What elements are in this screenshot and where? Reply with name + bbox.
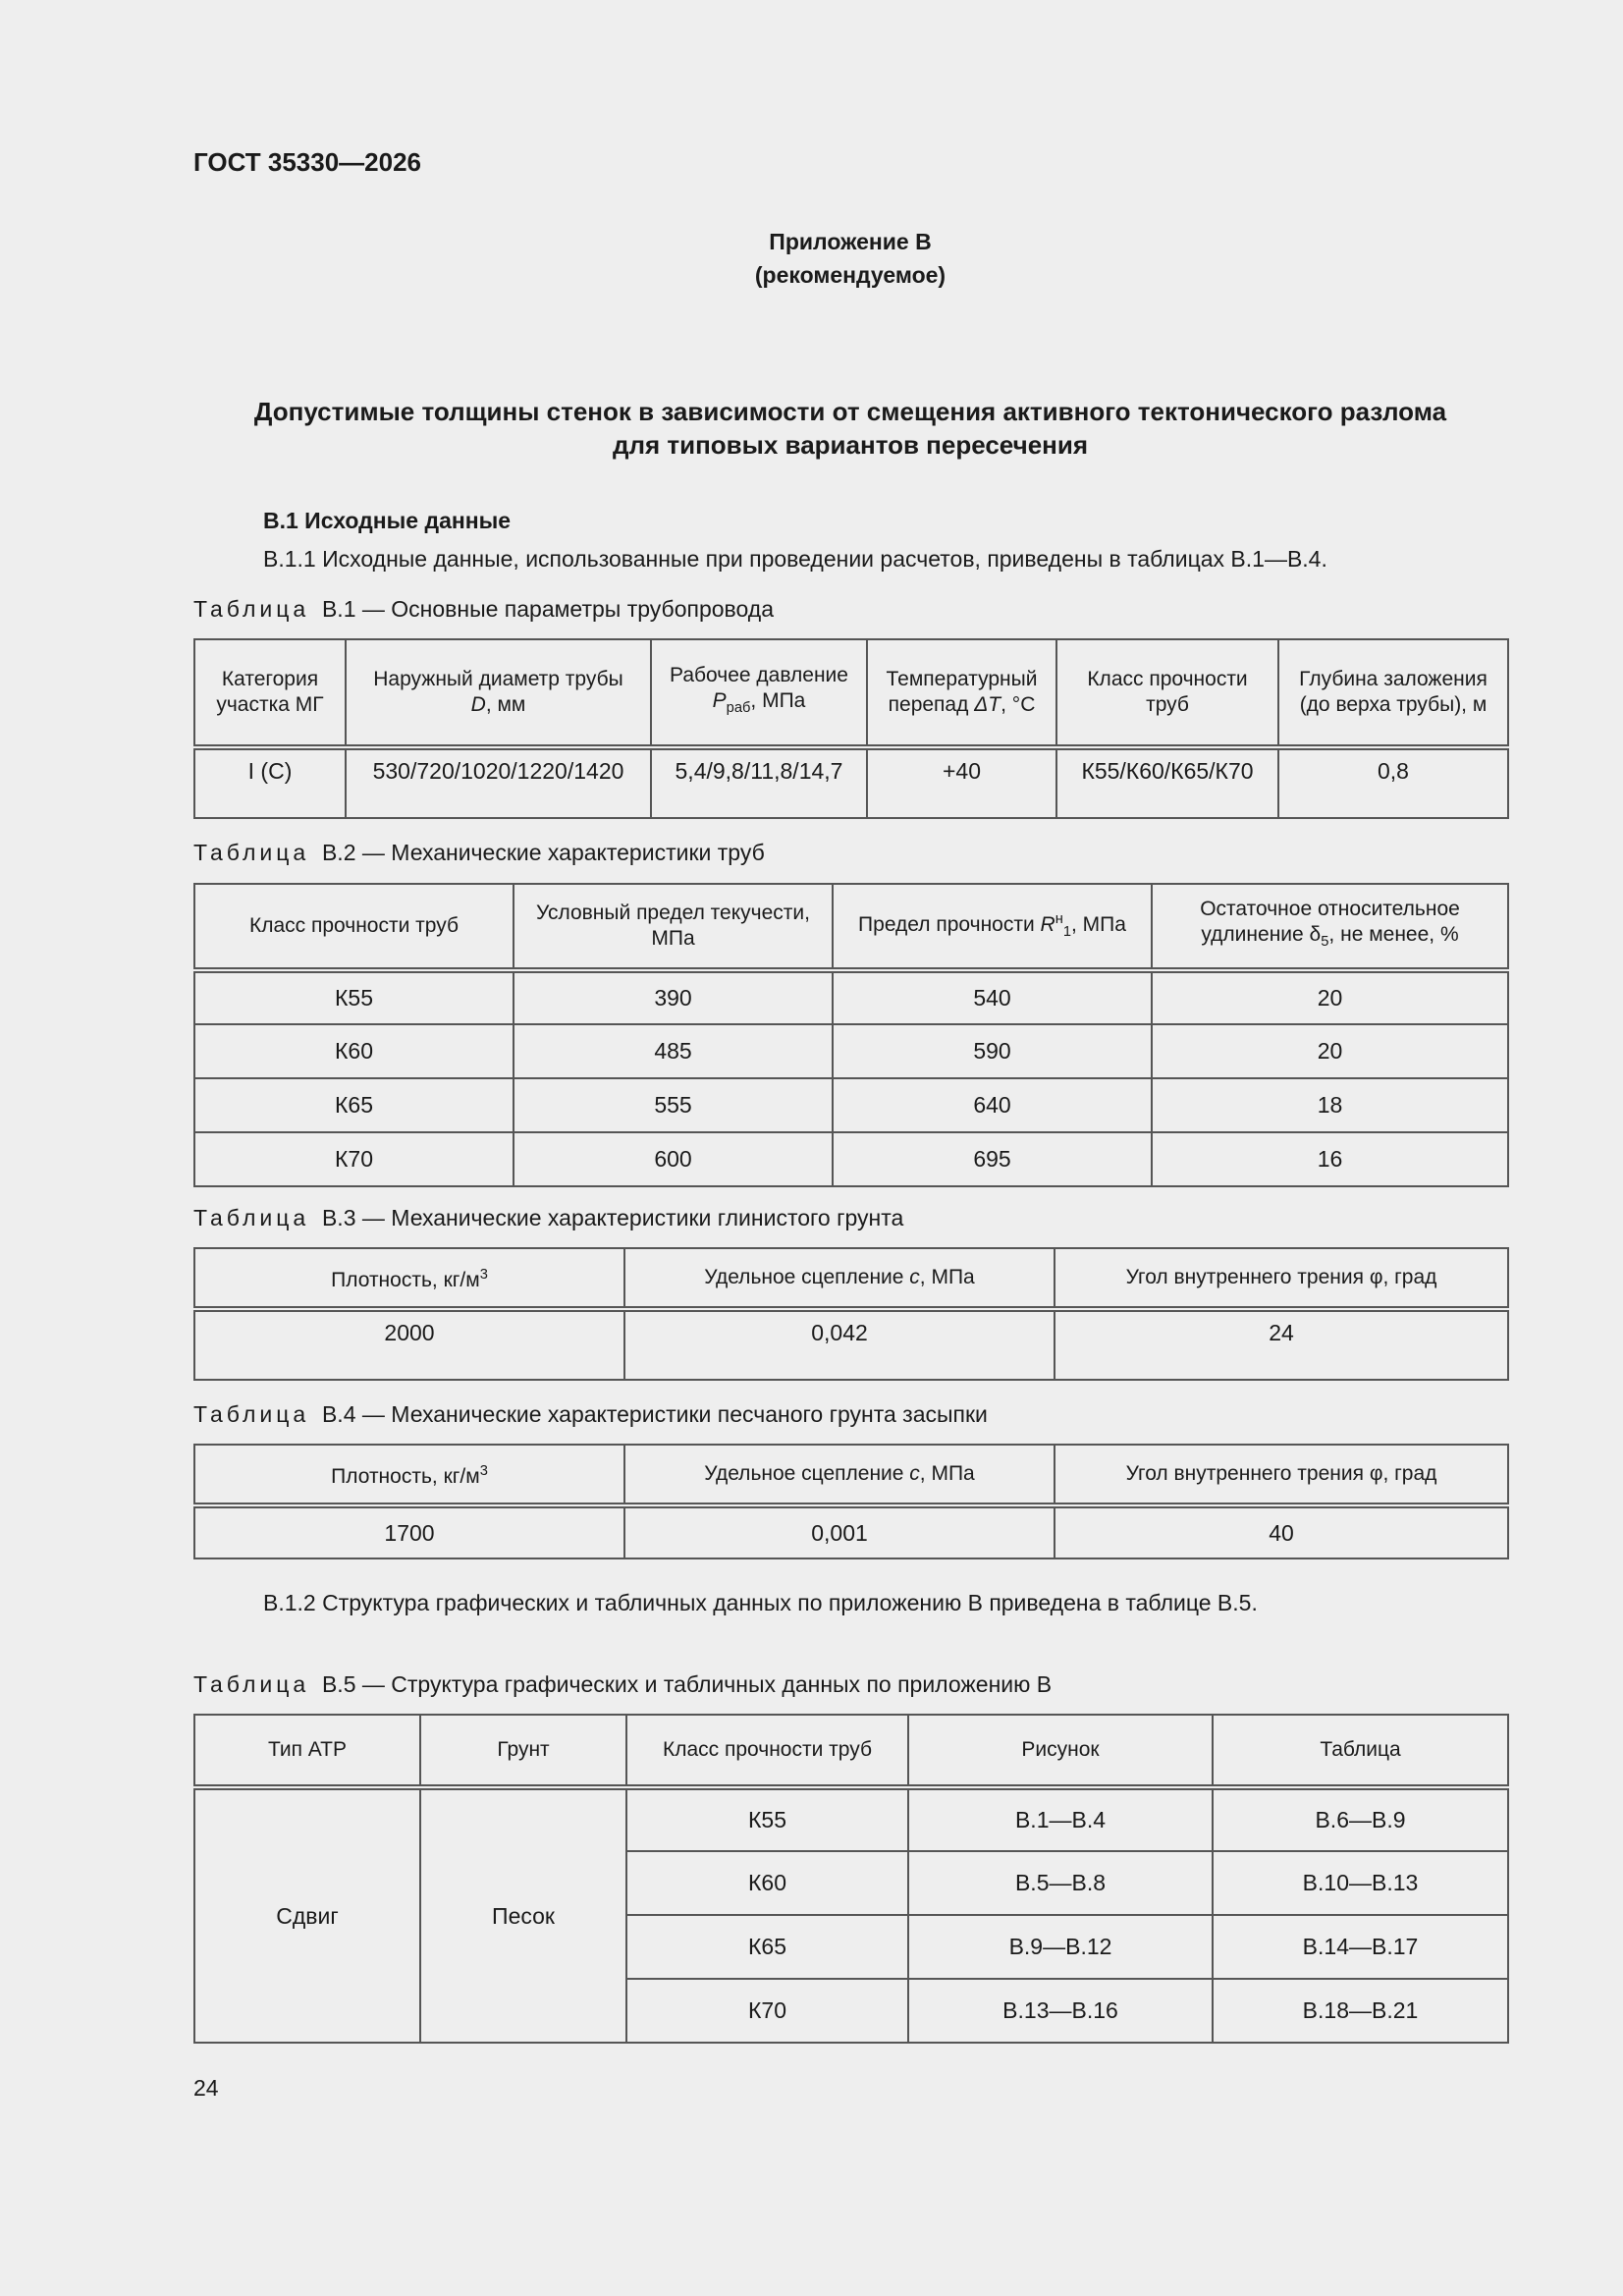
table-cell: 0,042 [624, 1309, 1055, 1380]
table-cell: 0,001 [624, 1505, 1055, 1558]
table-cell: В.18—В.21 [1213, 1979, 1508, 2043]
table-row [194, 1505, 1508, 1558]
table-5-header-class: Класс прочности труб [626, 1715, 908, 1787]
table-1-header-category: Категория участка МГ [194, 639, 346, 747]
table-5-caption: Таблица В.5 — Структура графических и табличных данных по приложению В [193, 1671, 1053, 1697]
table-2 [193, 883, 1509, 1187]
table-cell: +40 [867, 747, 1056, 818]
table-1 [193, 638, 1509, 819]
table-5-header-soil: Грунт [420, 1715, 626, 1787]
table-3-header-cohesion: Удельное сцепление c, МПа [624, 1248, 1055, 1309]
table-cell: К70 [626, 1979, 908, 2043]
table-cell: 18 [1152, 1078, 1508, 1132]
table-cell: 530/720/1020/1220/1420 [346, 747, 651, 818]
table-cell: 2000 [194, 1309, 624, 1380]
table-1-header-diameter: Наружный диаметр трубы D, мм [346, 639, 651, 747]
table-cell: 640 [833, 1078, 1152, 1132]
table-3-header-friction: Угол внутреннего трения φ, град [1055, 1248, 1508, 1309]
table-1-header-class: Класс прочности труб [1056, 639, 1278, 747]
table-cell: К55/К60/К65/К70 [1056, 747, 1278, 818]
table-cell: К70 [194, 1132, 514, 1186]
table-cell: В.1—В.4 [908, 1787, 1213, 1851]
table-cell: В.10—В.13 [1213, 1851, 1508, 1915]
table-cell: 0,8 [1278, 747, 1508, 818]
table-3-header-density: Плотность, $кг/м^3$ [194, 1248, 624, 1309]
table-5-header-type: Тип АТР [194, 1715, 420, 1787]
annex-title [177, 395, 1524, 462]
table-cell: 40 [1055, 1505, 1508, 1558]
table-2-header-yield: Условный предел текучести, МПа [514, 884, 833, 970]
annex-status: (рекомендуемое) [754, 262, 947, 288]
table-cell: В.13—В.16 [908, 1979, 1213, 2043]
table-cell: В.14—В.17 [1213, 1915, 1508, 1979]
table-1-header-pressure: Рабочее давление $P_{раб}$, МПа [651, 639, 867, 747]
table-3 [193, 1247, 1509, 1381]
table-cell: 600 [514, 1132, 833, 1186]
table-cell: 5,4/9,8/11,8/14,7 [651, 747, 867, 818]
table-5-soil-cell: Песок [420, 1787, 626, 2043]
table-2-header-strength: Предел прочности $R^н_1$, МПа [833, 884, 1152, 970]
table-cell: В.5—В.8 [908, 1851, 1213, 1915]
table-row [194, 747, 1508, 818]
table-row [194, 1132, 1508, 1186]
table-cell: 390 [514, 970, 833, 1024]
annex-name: Приложение В [769, 229, 932, 254]
paragraph-b-1-1: В.1.1 Исходные данные, использованные при проведении расчетов, приведены в таблицах В.1—В.4. [263, 546, 1327, 572]
table-row [194, 1309, 1508, 1380]
paragraph-b-1-2: В.1.2 Структура графических и табличных данных по приложению В приведена в таблице В.5. [263, 1590, 1258, 1615]
table-5-header-table: Таблица [1213, 1715, 1508, 1787]
table-4-header-row [194, 1445, 1508, 1505]
page-number: 24 [193, 2075, 219, 2101]
table-word: Таблица [193, 596, 310, 622]
table-cell: К55 [194, 970, 514, 1024]
table-2-caption: Таблица В.2 — Механические характеристики труб [193, 840, 765, 865]
table-1-caption: Таблица В.1 — Основные параметры трубопровода [193, 596, 774, 622]
table-cell: 555 [514, 1078, 833, 1132]
table-2-header-elongation: Остаточное относительное удлинение $\delta_5$, не менее, % [1152, 884, 1508, 970]
table-cell: 1700 [194, 1505, 624, 1558]
table-cell: К65 [626, 1915, 908, 1979]
table-1-header-depth: Глубина заложения (до верха трубы), м [1278, 639, 1508, 747]
table-cell: I (C) [194, 747, 346, 818]
table-cell: В.9—В.12 [908, 1915, 1213, 1979]
annex-heading [0, 225, 1623, 292]
table-cell: К65 [194, 1078, 514, 1132]
table-cell: К60 [626, 1851, 908, 1915]
table-cell: В.6—В.9 [1213, 1787, 1508, 1851]
table-cell: К55 [626, 1787, 908, 1851]
table-2-header-row [194, 884, 1508, 970]
table-3-caption: Таблица В.3 — Механические характеристики глинистого грунта [193, 1205, 904, 1230]
table-row [194, 1787, 1508, 1851]
table-cell: 540 [833, 970, 1152, 1024]
document-code: ГОСТ 35330—2026 [193, 147, 421, 177]
table-4-header-friction: Угол внутреннего трения φ, град [1055, 1445, 1508, 1505]
table-cell: 20 [1152, 970, 1508, 1024]
annex-title-line-2: для типовых вариантов пересечения [612, 430, 1089, 460]
table-4-header-cohesion: Удельное сцепление c, МПа [624, 1445, 1055, 1505]
table-cell: 24 [1055, 1309, 1508, 1380]
table-4-caption: Таблица В.4 — Механические характеристики песчаного грунта засыпки [193, 1401, 988, 1427]
table-5 [193, 1714, 1509, 2044]
table-row [194, 1078, 1508, 1132]
table-3-header-row [194, 1248, 1508, 1309]
table-cell: К60 [194, 1024, 514, 1078]
table-1-header-temperature: Температурный перепад ΔT, °C [867, 639, 1056, 747]
table-4 [193, 1444, 1509, 1559]
table-5-header-figure: Рисунок [908, 1715, 1213, 1787]
annex-title-line-1: Допустимые толщины стенок в зависимости от смещения активного тектонического разлома [253, 397, 1447, 426]
table-cell: 590 [833, 1024, 1152, 1078]
table-row [194, 970, 1508, 1024]
table-row [194, 1024, 1508, 1078]
table-1-header-row [194, 639, 1508, 747]
table-5-header-row [194, 1715, 1508, 1787]
table-2-header-class: Класс прочности труб [194, 884, 514, 970]
table-4-header-density: Плотность, $кг/м^3$ [194, 1445, 624, 1505]
table-cell: 485 [514, 1024, 833, 1078]
table-cell: 16 [1152, 1132, 1508, 1186]
table-cell: 20 [1152, 1024, 1508, 1078]
table-5-type-cell: Сдвиг [194, 1787, 420, 2043]
section-heading: В.1 Исходные данные [263, 508, 512, 533]
table-cell: 695 [833, 1132, 1152, 1186]
